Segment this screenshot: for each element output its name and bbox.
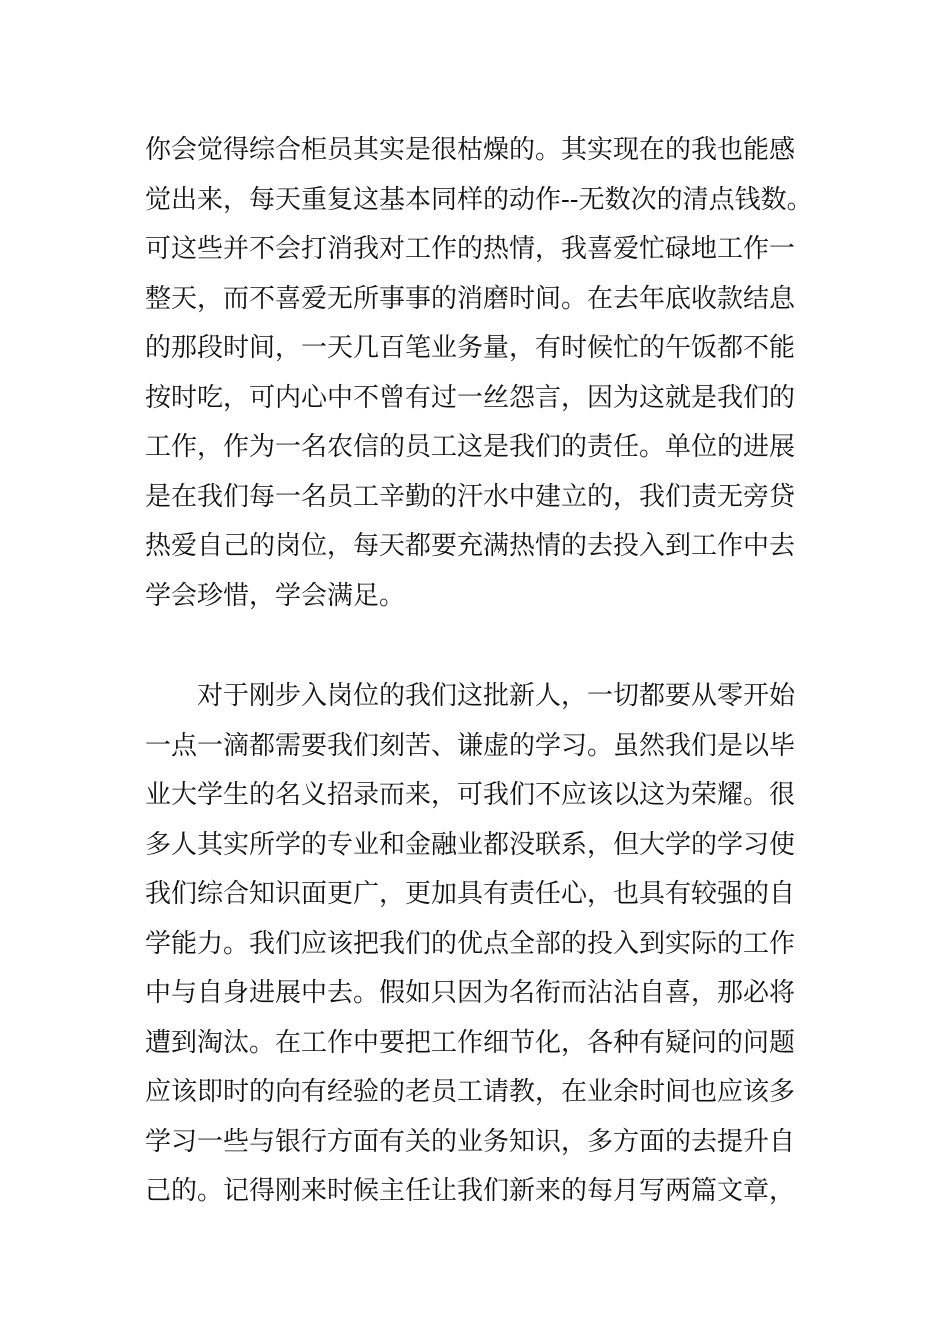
paragraph-line: 觉出来，每天重复这基本同样的动作--无数次的清点钱数。	[145, 184, 813, 215]
paragraph-line: 我们综合知识面更广，更加具有责任心，也具有较强的自	[145, 879, 796, 909]
paragraph-line: 热爱自己的岗位，每天都要充满热情的去投入到工作中去	[145, 531, 796, 561]
paragraph-line: 学会珍惜，学会满足。	[145, 580, 406, 611]
paragraph-line: 工作，作为一名农信的员工这是我们的责任。单位的进展	[145, 432, 796, 462]
paragraph-line: 的那段时间，一天几百笔业务量，有时候忙的午饭都不能	[145, 333, 796, 363]
paragraph-line: 你会觉得综合柜员其实是很枯燥的。其实现在的我也能感	[145, 135, 796, 165]
paragraph-line: 一点一滴都需要我们刻苦、谦虚的学习。虽然我们是以毕	[145, 730, 796, 761]
paragraph-line: 己的。记得刚来时候主任让我们新来的每月写两篇文章，	[145, 1176, 796, 1206]
paragraph-line: 遭到淘汰。在工作中要把工作细节化，各种有疑问的问题	[145, 1027, 796, 1058]
paragraph-2	[145, 672, 845, 1217]
paragraph-line: 整天，而不喜爱无所事事的消磨时间。在去年底收款结息	[145, 283, 796, 314]
paragraph-1	[145, 126, 845, 621]
paragraph-line: 是在我们每一名员工辛勤的汗水中建立的，我们责无旁贷	[145, 481, 796, 512]
paragraph-line: 学习一些与银行方面有关的业务知识，多方面的去提升自	[145, 1126, 796, 1157]
paragraph-line: 学能力。我们应该把我们的优点全部的投入到实际的工作	[145, 928, 796, 959]
paragraph-line: 对于刚步入岗位的我们这批新人，一切都要从零开始	[145, 681, 796, 711]
paragraph-line: 业大学生的名义招录而来，可我们不应该以这为荣耀。很	[145, 780, 796, 810]
paragraph-line: 应该即时的向有经验的老员工请教，在业余时间也应该多	[145, 1077, 796, 1107]
paragraph-line: 可这些并不会打消我对工作的热情，我喜爱忙碌地工作一	[145, 234, 796, 264]
paragraph-line: 按时吃，可内心中不曾有过一丝怨言，因为这就是我们的	[145, 382, 796, 413]
paragraph-line: 多人其实所学的专业和金融业都没联系，但大学的学习使	[145, 829, 796, 860]
paragraph-line: 中与自身进展中去。假如只因为名衔而沾沾自喜，那必将	[145, 978, 796, 1008]
